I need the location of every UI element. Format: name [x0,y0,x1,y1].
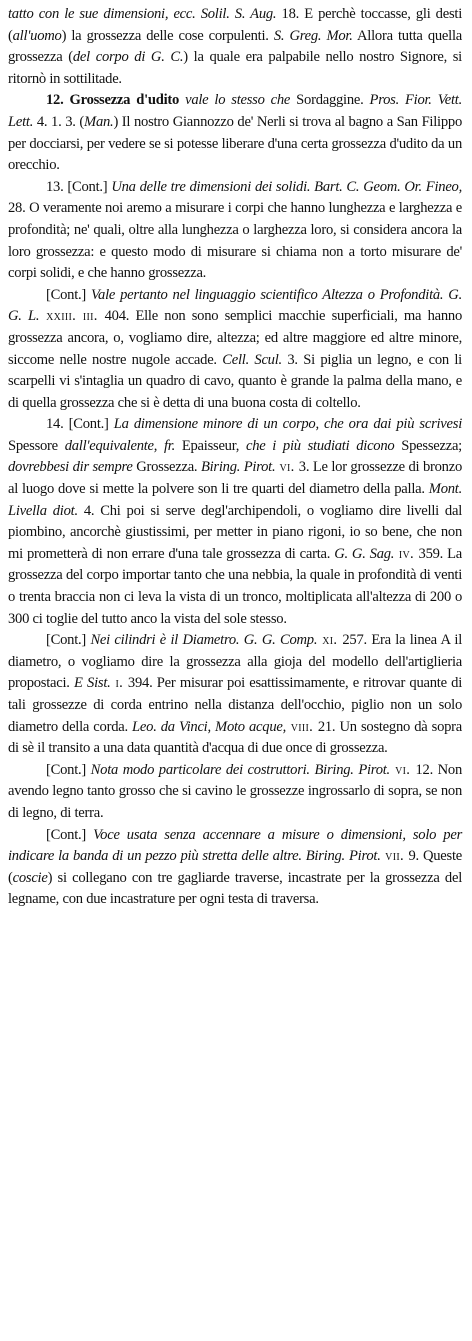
body-text: Epaisseur, [175,437,246,454]
entry-paragraph-p-13 [8,177,462,285]
body-text: 9. Queste ( [8,848,462,886]
italic-text: Vale pertanto nel linguaggio scientifico Altezza o Profondità. G. G. L. [8,286,462,325]
body-text: [Cont.] [46,632,91,649]
entry-paragraph-p-14c [8,760,462,825]
body-text: 3. Si piglia un legno, e con li scarpelli vi s'intaglia un quadro di cavo, quanto è grande la palma della mano, e di quella grossezza che si è detta di una buona costa di coltello. [8,351,462,411]
entry-paragraph-p-14 [8,414,462,630]
italic-text: Biring. Pirot. [200,459,276,476]
italic-text: del corpo di G. C. [72,49,184,66]
italic-text: S. Greg. Mor. [273,27,353,44]
body-text: [Cont.] [46,826,94,843]
italic-text: all'uomo [12,27,62,44]
italic-text: La dimensione minore di un corpo, che ora dai più scrivesi [113,416,462,433]
italic-text: G. G. Sag. [334,545,395,562]
body-text: Spessezza; [394,437,462,454]
body-text: 14. [Cont.] [46,416,114,433]
roman-numeral: vi. [389,761,416,778]
body-text: 3. Le lor grossezze di bronzo al luogo dove si mette la polvere son li tre quarti del diametro della palla. [8,459,462,498]
entry-paragraph-p-solil [8,4,462,90]
body-text: 257. Era la linea A il diametro, o vogliamo dire la grossezza alla gioja del modello dell'artiglieria propostaci. [8,632,462,692]
body-text: 21. Un sostegno dà sopra di sè il transito a una data quantità d'acqua di due once di grossezza. [8,718,463,757]
body-text: Sordaggine. [290,92,370,109]
italic-text: vale lo stesso che [179,92,291,109]
bold-headword: 12. Grossezza d'udito [46,92,180,109]
roman-numeral: viii. [286,718,318,735]
italic-text: E Sist. [74,675,111,692]
roman-numeral: vii. [380,848,409,865]
roman-numeral: vi. [275,459,299,476]
body-text: 4. Chi poi si serve degl'archipendoli, o vogliamo dire livelli dal piombino, ancorchè giustissimi, per metter in piano rigoni, io so bene, che non mi prometterà di non errare d'una tale grossezza di carta. [8,502,462,562]
body-text: Grossezza. [132,459,201,476]
italic-text: Man. [84,113,114,130]
body-text: 28. O veramente noi aremo a misurare i corpi che hanno lunghezza e larghezza e profondità; ne' quali, oltre alla lunghezza o larghezza loro, si considera ancora la loro grossezza: e questo modo di misurare si chiama non a torto misurare de' corpi solidi, e che hanno grossezza. [8,200,462,282]
roman-numeral: i. [110,675,128,692]
body-text: 12. Non avendo legno tanto grosso che si cavino le grossezze ingrossarlo di sopra, se non di legno, di terra. [8,761,463,821]
italic-text: Mont. Livella diot. [8,481,462,519]
body-text: [Cont.] [46,286,91,303]
body-text: 404. Elle non sono semplici macchie superficiali, ma hanno grossezza ancora, o, vogliamo dire, altezza; ed altre maggiore ed altre minore, siccome nelle nostre nugole accade. [8,308,462,368]
body-text: ) la quale era palpabile nello nostro Signore, si ritornò in sottilitade. [8,49,462,87]
italic-text: Voce usata senza accennare a misure o dimensioni, solo per indicare la banda di un pezzo più stretta delle altre. Biring. Pirot. [8,826,462,865]
entry-paragraph-p-14d [8,825,462,911]
italic-text: dall'equivalente, fr. [64,437,176,454]
body-text: Allora tutta quella grossezza ( [8,27,462,66]
body-text: 394. Per misurar poi esattissimamente, e ritrovar quante di tali grossezze di corda entrino nella distanza dell'occhio, piglio non un solo diametro della corda. [8,675,462,735]
roman-numeral: iv. [394,545,419,562]
italic-text: coscie [12,869,48,886]
body-text: 18. E perchè toccasse, gli desti ( [8,6,462,44]
italic-text: che i più studiati dicono [245,437,395,454]
body-text: 359. La grossezza del corpo importar tanto che una nebbia, la quale in profondità di venti o trenta braccia non ci leva la vista di un tronco, moltiplicata all'altezza di 200 o 300 ci toglie del tutto anco la vista del sole stesso. [8,545,462,627]
italic-text: Cell. Scul. [222,351,282,368]
body-text: [Cont.] [46,761,91,778]
italic-text: Nei cilindri è il Diametro. G. G. Comp. [90,632,318,649]
italic-text: dovrebbesi dir sempre [8,459,133,476]
italic-text: Pros. Fior. Vett. Lett. [8,92,462,130]
italic-text: Leo. da Vinci, Moto acque, [132,718,287,735]
entry-paragraph-p-13b [8,285,462,415]
italic-text: Nota modo particolare dei costruttori. Biring. Pirot. [90,761,390,778]
body-text: 4. 1. 3. ( [33,113,85,130]
body-text: ) si collegano con tre gagliarde traverse, incastrate per la grossezza del legname, con due incastrature per ogni testa di traversa. [8,869,462,908]
entry-paragraph-p-14b [8,630,462,760]
body-text: ) la grossezza delle cose corpulenti. [61,27,274,44]
body-text: Spessore [8,437,65,454]
roman-numeral: xxiii. iii. [39,308,105,325]
roman-numeral: xi. [317,632,343,649]
body-text: 13. [Cont.] [46,178,112,195]
entry-paragraph-p-12 [8,90,462,176]
body-text: ) Il nostro Giannozzo de' Nerli si trova al bagno a San Filippo per docciarsi, per vedere se si potesse liberare d'una certa grossezza d'udito da un orecchio. [8,113,462,174]
italic-text: tatto con le sue dimensioni, ecc. Solil. S. Aug. [8,6,277,22]
italic-text: Una delle tre dimensioni dei solidi. Bart. C. Geom. Or. Fineo, [111,178,462,195]
